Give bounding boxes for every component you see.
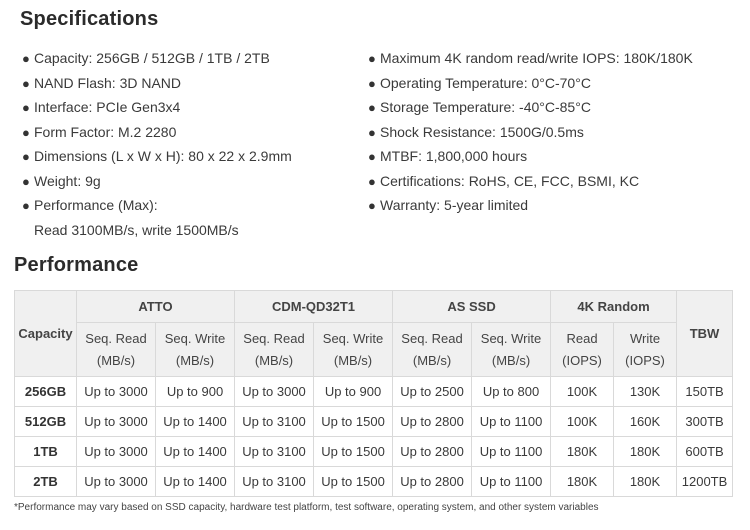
subheader-label: Write — [629, 330, 661, 346]
subheader — [614, 323, 677, 377]
subheader — [156, 323, 235, 377]
subheader — [77, 323, 156, 377]
bullet-icon: ● — [22, 149, 30, 164]
spec-text: MTBF: 1,800,000 hours — [380, 148, 528, 164]
performance-table — [14, 290, 733, 497]
subheader — [235, 323, 314, 377]
bullet-icon: ● — [22, 198, 30, 213]
spec-item — [22, 144, 362, 169]
subheader-unit: (MB/s) — [175, 352, 215, 368]
subheader-label: Seq. Read — [85, 330, 147, 346]
table-cell: 180K — [551, 437, 614, 467]
spec-text: Maximum 4K random read/write IOPS: 180K/180K — [380, 50, 693, 66]
spec-item — [22, 95, 362, 120]
table-cell: Up to 3000 — [77, 467, 156, 497]
subheader-label: Seq. Read — [401, 330, 463, 346]
table-cell: 180K — [614, 467, 677, 497]
subheader-label: Seq. Write — [480, 330, 542, 346]
subheader-unit: (MB/s) — [412, 352, 452, 368]
table-cell: 160K — [614, 407, 677, 437]
table-cell: Up to 1400 — [156, 467, 235, 497]
table-cell: Up to 1500 — [314, 467, 393, 497]
spec-item — [368, 71, 738, 96]
bullet-icon: ● — [22, 124, 30, 140]
tbw-header: TBW — [677, 291, 733, 377]
spec-text: Storage Temperature: -40°C-85°C — [380, 99, 591, 115]
spec-item — [22, 46, 362, 71]
subheader-unit: (MB/s) — [333, 352, 373, 368]
spec-text: Weight: 9g — [34, 172, 101, 189]
subheader-unit: (IOPS) — [562, 352, 602, 368]
capacity-cell: 512GB — [15, 407, 77, 437]
spec-item — [368, 169, 738, 194]
specifications-right-list — [368, 46, 738, 218]
subheader-unit: (MB/s) — [491, 352, 531, 368]
table-header-row — [15, 291, 733, 323]
bullet-icon: ● — [368, 51, 376, 66]
table-cell: Up to 3100 — [235, 437, 314, 467]
table-cell: Up to 800 — [472, 377, 551, 407]
table-cell: 100K — [551, 407, 614, 437]
table-row — [15, 407, 733, 437]
table-cell: 1200TB — [677, 467, 733, 497]
subheader — [393, 323, 472, 377]
performance-title: Performance — [14, 254, 139, 276]
table-cell: 600TB — [677, 437, 733, 467]
table-cell: Up to 1400 — [156, 407, 235, 437]
spec-item — [368, 193, 738, 218]
subheader-unit: (MB/s) — [96, 352, 136, 368]
table-cell: Up to 2800 — [393, 467, 472, 497]
bullet-icon: ● — [368, 100, 376, 115]
bullet-icon: ● — [368, 149, 376, 164]
table-cell: Up to 2800 — [393, 437, 472, 467]
spec-item-continuation: Read 3100MB/s, write 1500MB/s — [34, 221, 239, 238]
spec-text: Operating Temperature: 0°C-70°C — [380, 74, 591, 91]
capacity-cell: 2TB — [15, 467, 77, 497]
subheader — [551, 323, 614, 377]
subheader-label: Seq. Read — [243, 330, 305, 346]
table-cell: Up to 3100 — [235, 467, 314, 497]
table-cell: Up to 3000 — [77, 377, 156, 407]
capacity-header: Capacity — [15, 291, 77, 377]
bullet-icon: ● — [368, 173, 376, 189]
bullet-icon: ● — [22, 173, 30, 189]
subheader-label: Seq. Write — [164, 330, 226, 346]
subheader-unit: (MB/s) — [254, 352, 294, 368]
subheader-unit: (IOPS) — [625, 352, 665, 368]
table-cell: Up to 1500 — [314, 407, 393, 437]
spec-item — [22, 193, 362, 218]
bullet-icon: ● — [368, 75, 376, 91]
spec-text: Certifications: RoHS, CE, FCC, BSMI, KC — [380, 172, 640, 189]
table-cell: Up to 1400 — [156, 437, 235, 467]
group-header-4k-random: 4K Random — [551, 291, 677, 323]
table-row — [15, 467, 733, 497]
table-subheader-row — [15, 323, 733, 377]
table-cell: Up to 1100 — [472, 467, 551, 497]
bullet-icon: ● — [22, 51, 30, 66]
spec-item — [368, 95, 738, 120]
subheader-label: Read — [566, 330, 598, 346]
table-cell: Up to 1500 — [314, 437, 393, 467]
table-cell: 150TB — [677, 377, 733, 407]
table-cell: Up to 2800 — [393, 407, 472, 437]
spec-item — [22, 71, 362, 96]
specifications-left-list — [22, 46, 362, 242]
spec-item — [22, 120, 362, 145]
bullet-icon: ● — [368, 198, 376, 213]
table-row — [15, 437, 733, 467]
subheader — [314, 323, 393, 377]
group-header-as-ssd: AS SSD — [393, 291, 551, 323]
table-cell: Up to 1100 — [472, 437, 551, 467]
capacity-cell: 256GB — [15, 377, 77, 407]
spec-item — [368, 120, 738, 145]
table-cell: Up to 3100 — [235, 407, 314, 437]
spec-item — [368, 144, 738, 169]
table-cell: Up to 3000 — [77, 437, 156, 467]
subheader-label: Seq. Write — [322, 330, 384, 346]
spec-text: Form Factor: M.2 2280 — [34, 123, 177, 140]
bullet-icon: ● — [368, 124, 376, 140]
table-cell: Up to 3000 — [77, 407, 156, 437]
spec-text: Warranty: 5-year limited — [380, 197, 529, 213]
table-row — [15, 377, 733, 407]
table-cell: Up to 2500 — [393, 377, 472, 407]
bullet-icon: ● — [22, 75, 30, 91]
specifications-title: Specifications — [20, 8, 159, 30]
spec-text: Performance (Max): — [34, 197, 158, 213]
table-cell: 180K — [551, 467, 614, 497]
spec-text: Shock Resistance: 1500G/0.5ms — [380, 123, 584, 140]
subheader — [472, 323, 551, 377]
spec-text: Capacity: 256GB / 512GB / 1TB / 2TB — [34, 50, 270, 66]
group-header-atto: ATTO — [77, 291, 235, 323]
table-cell: Up to 3000 — [235, 377, 314, 407]
table-cell: Up to 900 — [314, 377, 393, 407]
table-cell: 300TB — [677, 407, 733, 437]
table-cell: Up to 1100 — [472, 407, 551, 437]
spec-text: Dimensions (L x W x H): 80 x 22 x 2.9mm — [34, 148, 292, 164]
table-cell: 180K — [614, 437, 677, 467]
table-cell: Up to 900 — [156, 377, 235, 407]
capacity-cell: 1TB — [15, 437, 77, 467]
spec-item — [368, 46, 738, 71]
group-header-cdm: CDM-QD32T1 — [235, 291, 393, 323]
spec-item — [22, 169, 362, 194]
footnote: *Performance may vary based on SSD capacity, hardware test platform, test software, operating system, and other system variables — [14, 502, 599, 513]
table-cell: 130K — [614, 377, 677, 407]
bullet-icon: ● — [22, 100, 30, 115]
spec-text: NAND Flash: 3D NAND — [34, 74, 182, 91]
table-cell: 100K — [551, 377, 614, 407]
spec-text: Interface: PCIe Gen3x4 — [34, 99, 181, 115]
